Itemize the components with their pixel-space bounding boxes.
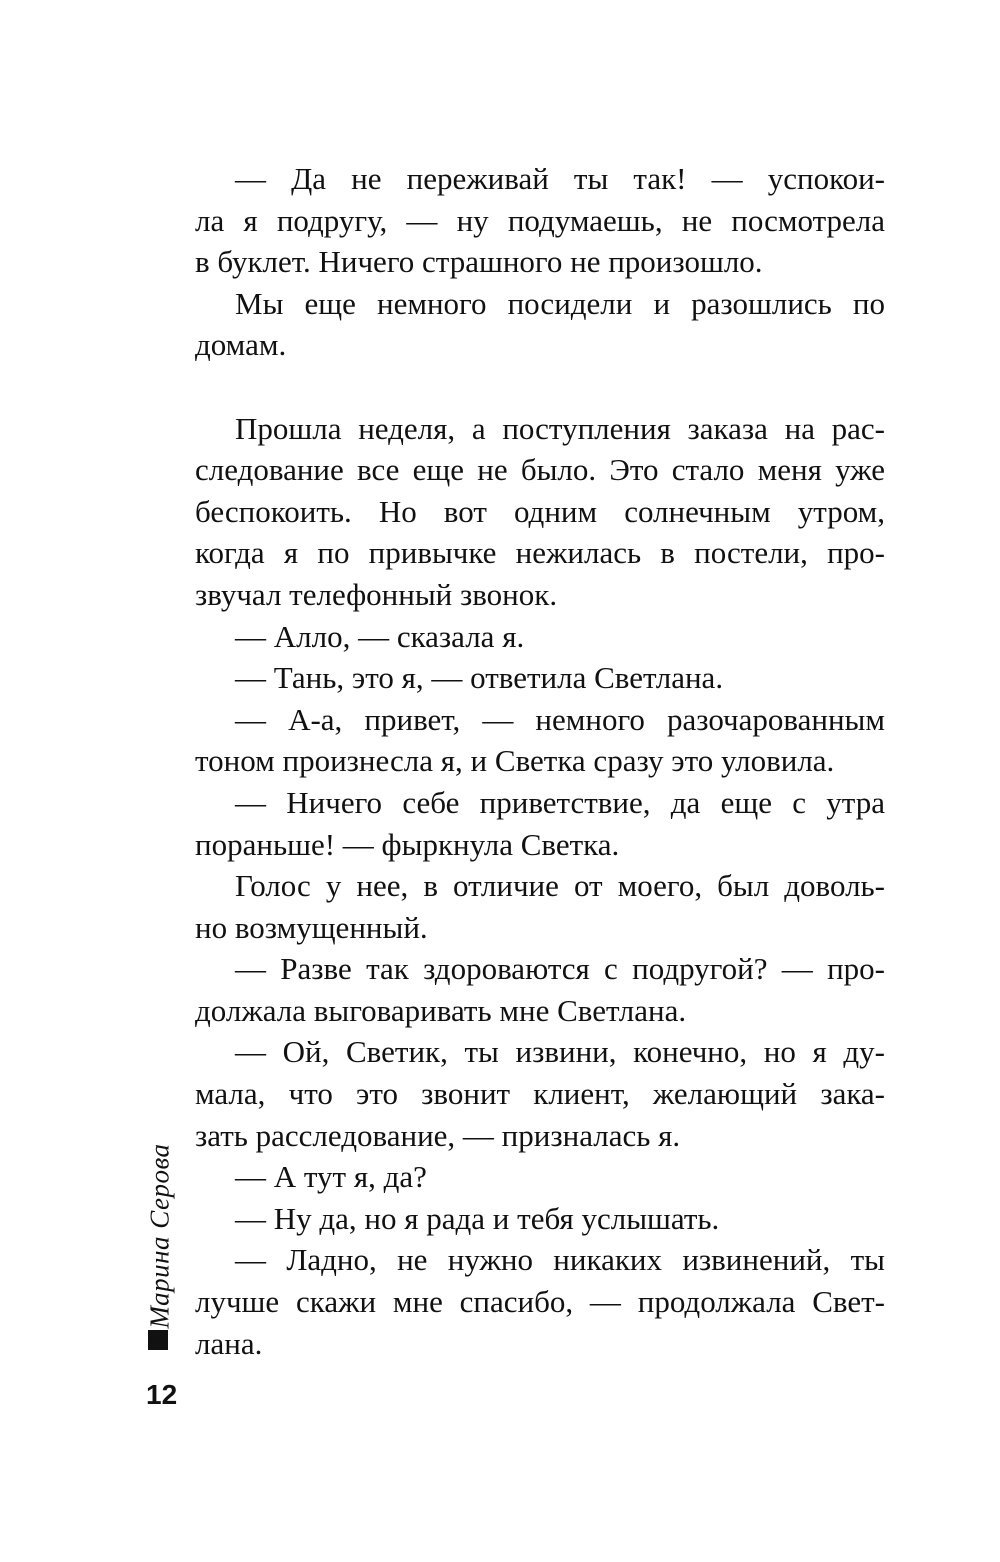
paragraph — [195, 283, 885, 366]
text-line: звучал телефонный звонок. — [195, 576, 558, 612]
paragraph — [195, 699, 885, 782]
text-line: пораньше! — фыркнула Светка. — [195, 826, 620, 862]
text-line: — Алло, — сказала я. — [235, 618, 525, 654]
paragraph — [195, 1031, 885, 1156]
paragraph — [195, 782, 885, 865]
running-head-author: Марина Серова — [144, 1143, 175, 1329]
text-line: — Ничего себе приветствие, да еще с утра — [235, 784, 885, 820]
text-line: лучше скажи мне спасибо, — продолжала Свет- — [195, 1284, 885, 1320]
text-line: — Ну да, но я рада и тебя услышать. — [235, 1200, 720, 1236]
text-line: Голос у нее, в отличие от моего, был доволь- — [235, 868, 885, 904]
page-number: 12 — [146, 1379, 178, 1410]
paragraph — [195, 657, 885, 699]
paragraph — [195, 1156, 885, 1198]
text-line: но возмущенный. — [195, 909, 428, 945]
paragraph — [195, 865, 885, 948]
text-line: — А тут я, да? — [235, 1159, 427, 1195]
text-line: беспокоить. Но вот одним солнечным утром, — [195, 493, 885, 529]
text-line: зать расследование, — призналась я. — [195, 1117, 681, 1153]
text-line: — Разве так здороваются с подругой? — про- — [235, 951, 885, 987]
body-text — [195, 158, 885, 1364]
text-line: Прошла неделя, а поступления заказа на рас- — [235, 410, 885, 446]
paragraph — [195, 408, 885, 616]
paragraph — [195, 616, 885, 658]
text-line: — Тань, это я, — ответила Светлана. — [235, 660, 724, 696]
text-line: должала выговаривать мне Светлана. — [195, 992, 687, 1028]
text-line: — Ладно, не нужно никаких извинений, ты — [235, 1242, 885, 1278]
text-line: мала, что это звонит клиент, желающий зака- — [195, 1076, 885, 1112]
text-line: лана. — [195, 1325, 263, 1361]
paragraph — [195, 1239, 885, 1364]
text-line: — Ой, Светик, ты извини, конечно, но я ду- — [235, 1034, 885, 1070]
text-line: домам. — [195, 327, 287, 363]
text-line: — Да не переживай ты так! — успокои- — [235, 161, 885, 196]
text-line: когда я по привычке нежилась в постели, про- — [195, 535, 885, 571]
paragraph — [195, 1198, 885, 1240]
text-line: ла я подругу, — ну подумаешь, не посмотрела — [195, 202, 885, 238]
text-line: тоном произнесла я, и Светка сразу это уловила. — [195, 743, 835, 779]
paragraph — [195, 158, 885, 283]
text-line: — А-а, привет, — немного разочарованным — [235, 701, 885, 737]
text-line: в буклет. Ничего страшного не произошло. — [195, 244, 763, 280]
text-line: следование все еще не было. Это стало меня уже — [195, 452, 885, 488]
page-marker-square — [148, 1330, 168, 1350]
paragraph — [195, 948, 885, 1031]
text-line: Мы еще немного посидели и разошлись по — [235, 285, 885, 321]
